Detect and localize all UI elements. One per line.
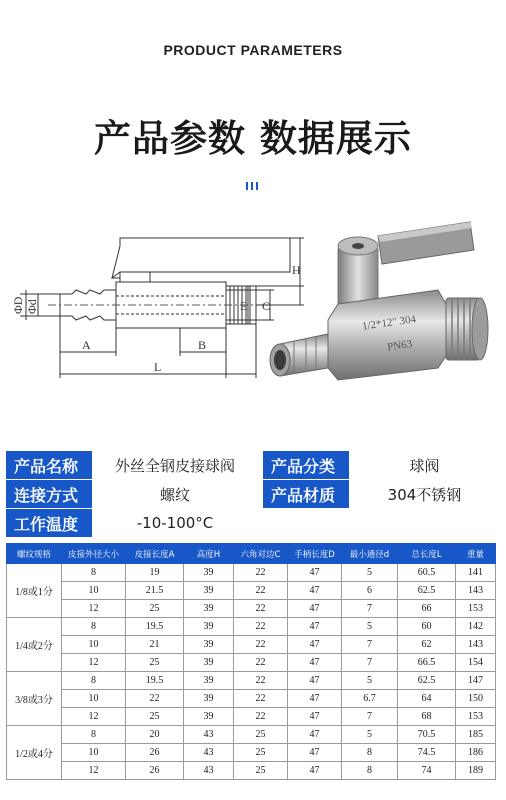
table-cell: 47 [288,762,342,780]
table-cell: 142 [456,618,496,636]
table-cell: 7 [342,600,398,618]
col-header: 手柄长度D [288,544,342,564]
table-cell: 5 [342,564,398,582]
table-cell: 143 [456,582,496,600]
table-row [7,600,496,618]
table-cell: 10 [62,744,126,762]
table-row [7,762,496,780]
table-cell: 6.7 [342,690,398,708]
table-cell: 39 [184,708,234,726]
table-cell: 25 [126,600,184,618]
table-cell: 22 [234,582,288,600]
table-row [7,708,496,726]
table-cell: 39 [184,582,234,600]
table-cell: 39 [184,654,234,672]
table-cell: 189 [456,762,496,780]
photo-engraving-pressure: PN63 [386,338,413,354]
table-cell: 185 [456,726,496,744]
table-cell: 10 [62,636,126,654]
table-cell: 5 [342,618,398,636]
drawing-label-c: C [262,299,271,313]
connection-label: 连接方式 [6,480,92,508]
table-cell: 22 [234,600,288,618]
photo-engraving-size: 1/2*12" 304 [361,313,417,333]
table-row [7,564,496,582]
col-header: 螺纹规格 [7,544,62,564]
table-cell: 47 [288,672,342,690]
table-cell: 43 [184,762,234,780]
product-category-label: 产品分类 [263,451,349,479]
product-category-value: 球阀 [349,451,500,479]
col-header: 最小通径d [342,544,398,564]
table-cell: 66.5 [398,654,456,672]
table-cell: 39 [184,618,234,636]
spec-table [6,543,496,780]
table-cell: 47 [288,618,342,636]
table-cell: 43 [184,744,234,762]
title-divider-marks [246,182,258,190]
table-cell: 25 [126,708,184,726]
temperature-label: 工作温度 [6,509,92,537]
col-header: 皮接外径大小 [62,544,126,564]
table-cell: 21.5 [126,582,184,600]
table-cell: 12 [62,708,126,726]
table-cell: 143 [456,636,496,654]
drawing-label-od: ΦD [11,296,25,314]
table-cell: 141 [456,564,496,582]
table-cell: 8 [62,618,126,636]
table-cell: 62 [398,636,456,654]
thread-spec-cell: 1/8或1分 [7,564,62,618]
table-cell: 19.5 [126,618,184,636]
table-cell: 47 [288,726,342,744]
table-cell: 186 [456,744,496,762]
col-header: 重量 [456,544,496,564]
product-info-table [6,451,500,538]
table-cell: 10 [62,690,126,708]
table-cell: 153 [456,600,496,618]
table-cell: 43 [184,726,234,744]
table-cell: 7 [342,654,398,672]
table-cell: 74.5 [398,744,456,762]
material-label: 产品材质 [263,480,349,508]
product-photo [260,208,500,408]
table-cell: 21 [126,636,184,654]
material-value: 304不锈钢 [349,480,500,508]
table-cell: 66 [398,600,456,618]
table-row [7,636,496,654]
table-row [7,726,496,744]
table-cell: 25 [126,654,184,672]
col-header: 总长度L [398,544,456,564]
table-cell: 12 [62,762,126,780]
table-cell: 12 [62,600,126,618]
table-cell: 7 [342,708,398,726]
table-cell: 26 [126,762,184,780]
table-cell: 39 [184,600,234,618]
table-cell: 64 [398,690,456,708]
col-header: 皮接长度A [126,544,184,564]
table-row [7,672,496,690]
table-cell: 7 [342,636,398,654]
table-cell: 22 [234,708,288,726]
temperature-value: -10-100°C [92,509,258,537]
table-cell: 5 [342,672,398,690]
page-title: 产品参数 数据展示 [94,117,412,160]
table-cell: 62.5 [398,582,456,600]
table-cell: 39 [184,564,234,582]
table-row [7,582,496,600]
table-cell: 22 [234,672,288,690]
table-cell: 39 [184,690,234,708]
table-cell: 22 [126,690,184,708]
col-header: 高度H [184,544,234,564]
table-cell: 70.5 [398,726,456,744]
connection-value: 螺纹 [92,480,258,508]
table-cell: 150 [456,690,496,708]
table-cell: 22 [234,564,288,582]
table-cell: 47 [288,564,342,582]
spec-table-header-row [7,544,496,564]
table-row [7,690,496,708]
table-cell: 5 [342,726,398,744]
table-cell: 22 [234,636,288,654]
thread-spec-cell: 3/8或3分 [7,672,62,726]
table-cell: 22 [234,618,288,636]
table-cell: 19 [126,564,184,582]
drawing-label-b: B [198,338,207,352]
drawing-label-h: H [292,263,301,277]
table-cell: 25 [234,726,288,744]
drawing-label-a: A [82,338,91,352]
table-cell: 60 [398,618,456,636]
table-cell: 10 [62,582,126,600]
table-cell: 47 [288,708,342,726]
drawing-label-e: E [240,299,248,313]
section-subtitle: PRODUCT PARAMETERS [163,42,343,58]
table-cell: 60.5 [398,564,456,582]
table-cell: 19.5 [126,672,184,690]
table-cell: 25 [234,762,288,780]
table-row [7,744,496,762]
photo-body [328,290,446,380]
table-cell: 47 [288,690,342,708]
table-cell: 147 [456,672,496,690]
thread-spec-cell: 1/4或2分 [7,618,62,672]
table-cell: 12 [62,654,126,672]
table-cell: 8 [62,564,126,582]
table-cell: 25 [234,744,288,762]
thread-spec-cell: 1/2或4分 [7,726,62,780]
table-cell: 39 [184,672,234,690]
table-cell: 8 [62,726,126,744]
table-cell: 22 [234,654,288,672]
table-cell: 26 [126,744,184,762]
table-cell: 47 [288,600,342,618]
col-header: 六角对边C [234,544,288,564]
table-cell: 8 [62,672,126,690]
table-cell: 47 [288,582,342,600]
table-cell: 47 [288,636,342,654]
table-cell: 6 [342,582,398,600]
table-cell: 8 [342,762,398,780]
table-cell: 62.5 [398,672,456,690]
table-row [7,654,496,672]
table-cell: 154 [456,654,496,672]
table-cell: 74 [398,762,456,780]
table-cell: 20 [126,726,184,744]
table-cell: 68 [398,708,456,726]
table-cell: 47 [288,744,342,762]
table-cell: 47 [288,654,342,672]
drawing-label-id: Φd [25,299,39,314]
table-cell: 39 [184,636,234,654]
table-cell: 22 [234,690,288,708]
table-cell: 153 [456,708,496,726]
table-row [7,618,496,636]
product-name-label: 产品名称 [6,451,92,479]
table-cell: 8 [342,744,398,762]
drawing-label-l: L [154,360,162,374]
product-name-value: 外丝全钢皮接球阀 [92,451,258,479]
